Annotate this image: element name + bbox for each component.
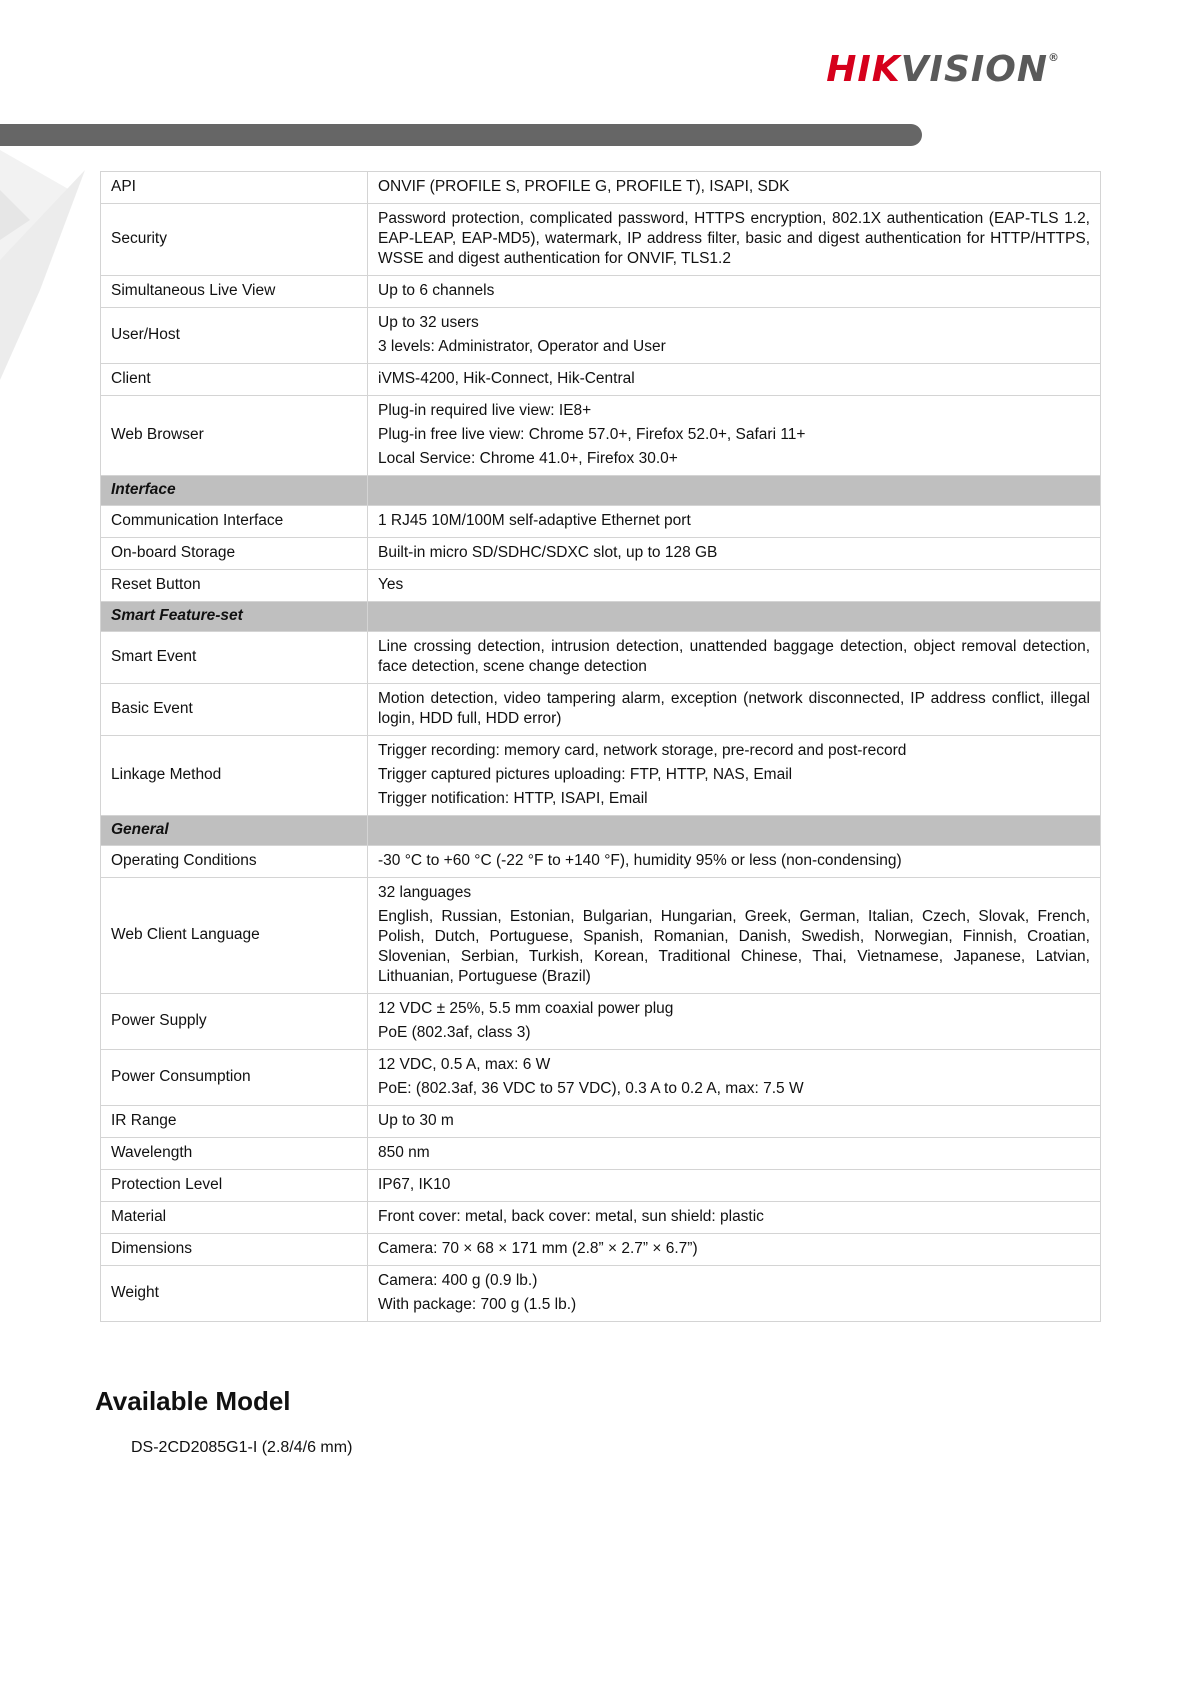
spec-row (101, 1106, 1101, 1138)
spec-value-line: PoE: (802.3af, 36 VDC to 57 VDC), 0.3 A to 0.2 A, max: 7.5 W (378, 1080, 804, 1097)
spec-label: Weight (101, 1266, 368, 1322)
section-blank-cell (368, 476, 1101, 506)
section-blank-cell (368, 816, 1101, 846)
spec-value-line: Up to 30 m (378, 1112, 454, 1129)
spec-value (368, 172, 1101, 204)
section-header (101, 816, 1101, 846)
spec-label: Basic Event (101, 684, 368, 736)
spec-label: On-board Storage (101, 538, 368, 570)
spec-value-line: PoE (802.3af, class 3) (378, 1024, 531, 1041)
spec-value (368, 994, 1101, 1050)
spec-value-line: 12 VDC ± 25%, 5.5 mm coaxial power plug (378, 1000, 674, 1017)
spec-value-line: Motion detection, video tampering alarm, exception (network disconnected, IP address conflict, illegal login, HDD full, HDD error) (378, 690, 1090, 727)
spec-value-line: Camera: 400 g (0.9 lb.) (378, 1272, 538, 1289)
spec-label: Power Supply (101, 994, 368, 1050)
section-label: Smart Feature-set (101, 602, 368, 632)
spec-value-line: Trigger captured pictures uploading: FTP, HTTP, NAS, Email (378, 766, 793, 783)
spec-value (368, 1050, 1101, 1106)
spec-value (368, 396, 1101, 476)
spec-label: Linkage Method (101, 736, 368, 816)
spec-row (101, 632, 1101, 684)
spec-value (368, 204, 1101, 276)
spec-row (101, 204, 1101, 276)
spec-value-line: Trigger notification: HTTP, ISAPI, Email (378, 790, 648, 807)
spec-row (101, 846, 1101, 878)
spec-value-line: Yes (378, 576, 404, 593)
spec-label: Communication Interface (101, 506, 368, 538)
spec-label: Dimensions (101, 1234, 368, 1266)
spec-value (368, 1266, 1101, 1322)
spec-value-line: Local Service: Chrome 41.0+, Firefox 30.0+ (378, 450, 678, 467)
spec-value-line: With package: 700 g (1.5 lb.) (378, 1296, 577, 1313)
section-label: General (101, 816, 368, 846)
spec-table-body (101, 172, 1101, 1322)
spec-label: IR Range (101, 1106, 368, 1138)
section-blank-cell (368, 602, 1101, 632)
spec-label: Web Browser (101, 396, 368, 476)
brand-logo (826, 49, 1060, 90)
model-item: DS-2CD2085G1-I (2.8/4/6 mm) (131, 1439, 353, 1456)
spec-value-line: Line crossing detection, intrusion detection, unattended baggage detection, object removal detection, face detection, scene change detection (378, 638, 1090, 675)
spec-label: Reset Button (101, 570, 368, 602)
brand-logo-hik: HIK (826, 49, 901, 90)
spec-value (368, 1202, 1101, 1234)
spec-value (368, 1106, 1101, 1138)
spec-value-line: Front cover: metal, back cover: metal, sun shield: plastic (378, 1208, 764, 1225)
spec-row (101, 364, 1101, 396)
spec-value (368, 570, 1101, 602)
spec-value-line: iVMS-4200, Hik-Connect, Hik-Central (378, 370, 635, 387)
spec-value (368, 878, 1101, 994)
spec-value-line: -30 °C to +60 °C (-22 °F to +140 °F), humidity 95% or less (non-condensing) (378, 852, 902, 869)
section-header (101, 602, 1101, 632)
spec-label: Wavelength (101, 1138, 368, 1170)
spec-row (101, 1266, 1101, 1322)
spec-value (368, 364, 1101, 396)
spec-label: Web Client Language (101, 878, 368, 994)
spec-value (368, 276, 1101, 308)
spec-row (101, 308, 1101, 364)
spec-value-line: Up to 6 channels (378, 282, 495, 299)
spec-row (101, 878, 1101, 994)
spec-value (368, 1138, 1101, 1170)
spec-row (101, 1234, 1101, 1266)
spec-row (101, 994, 1101, 1050)
spec-row (101, 538, 1101, 570)
spec-value-line: IP67, IK10 (378, 1176, 451, 1193)
spec-value-line: ONVIF (PROFILE S, PROFILE G, PROFILE T), ISAPI, SDK (378, 178, 790, 195)
spec-value (368, 1170, 1101, 1202)
spec-table (100, 171, 1101, 1322)
spec-value-line: Plug-in required live view: IE8+ (378, 402, 592, 419)
spec-label: Smart Event (101, 632, 368, 684)
spec-row (101, 1138, 1101, 1170)
spec-row (101, 684, 1101, 736)
available-model-title: Available Model (95, 1386, 291, 1416)
spec-row (101, 736, 1101, 816)
header-bar (0, 124, 922, 146)
spec-row (101, 276, 1101, 308)
section-label: Interface (101, 476, 368, 506)
spec-value-line: Up to 32 users (378, 314, 479, 331)
spec-value-line: 3 levels: Administrator, Operator and User (378, 338, 666, 355)
spec-row (101, 396, 1101, 476)
spec-row (101, 1202, 1101, 1234)
spec-label: User/Host (101, 308, 368, 364)
spec-value-line: 12 VDC, 0.5 A, max: 6 W (378, 1056, 551, 1073)
spec-value (368, 308, 1101, 364)
registered-mark: ® (1048, 51, 1060, 64)
spec-row (101, 1050, 1101, 1106)
spec-value (368, 736, 1101, 816)
spec-label: Security (101, 204, 368, 276)
spec-label: Operating Conditions (101, 846, 368, 878)
watermark-shape-icon (0, 150, 90, 380)
spec-value-line: 850 nm (378, 1144, 430, 1161)
spec-value (368, 538, 1101, 570)
spec-value-line: Password protection, complicated password, HTTPS encryption, 802.1X authentication (EAP-TLS 1.2, EAP-LEAP, EAP-MD5), watermark, IP address filter, basic and digest authentication for HTTP/HTTPS, WSSE and digest authentication for ONVIF, TLS1.2 (378, 210, 1090, 267)
spec-value-line: 1 RJ45 10M/100M self-adaptive Ethernet port (378, 512, 691, 529)
spec-label: API (101, 172, 368, 204)
spec-row (101, 1170, 1101, 1202)
spec-row (101, 506, 1101, 538)
spec-label: Power Consumption (101, 1050, 368, 1106)
spec-value (368, 1234, 1101, 1266)
spec-label: Client (101, 364, 368, 396)
spec-value (368, 506, 1101, 538)
spec-row (101, 570, 1101, 602)
spec-value-line: 32 languages (378, 884, 472, 901)
spec-value-line: Built-in micro SD/SDHC/SDXC slot, up to 128 GB (378, 544, 718, 561)
spec-value-line: Plug-in free live view: Chrome 57.0+, Firefox 52.0+, Safari 11+ (378, 426, 806, 443)
spec-value (368, 684, 1101, 736)
spec-value-line: Camera: 70 × 68 × 171 mm (2.8” × 2.7” × 6.7”) (378, 1240, 698, 1257)
spec-value (368, 632, 1101, 684)
spec-value (368, 846, 1101, 878)
spec-row (101, 172, 1101, 204)
spec-label: Protection Level (101, 1170, 368, 1202)
section-header (101, 476, 1101, 506)
spec-label: Simultaneous Live View (101, 276, 368, 308)
spec-label: Material (101, 1202, 368, 1234)
spec-value-line: Trigger recording: memory card, network storage, pre-record and post-record (378, 742, 907, 759)
spec-value-line: English, Russian, Estonian, Bulgarian, Hungarian, Greek, German, Italian, Czech, Slovak, French, Polish, Dutch, Portuguese, Spanish, Romanian, Danish, Swedish, Norwegian, Finnish, Croatian, Slovenian, Serbian, Turkish, Korean, Traditional Chinese, Thai, Vietnamese, Japanese, Latvian, Lithuanian, Portuguese (Brazil) (378, 908, 1090, 985)
brand-logo-vision: VISION (900, 49, 1048, 90)
